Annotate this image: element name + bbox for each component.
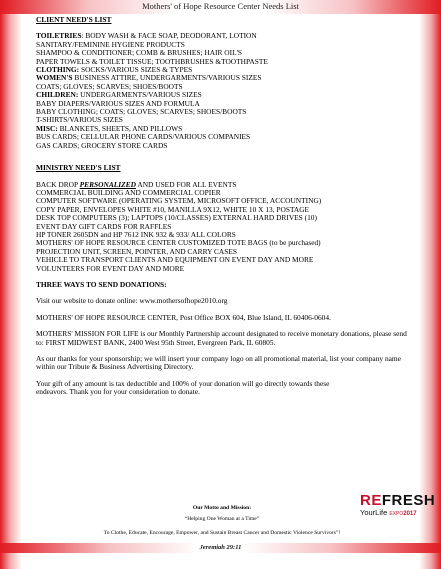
logo-year: 2017 [403, 511, 417, 517]
children-line: T-SHIRTS/VARIOUS SIZES [36, 115, 123, 125]
misc-label: MISC: [36, 123, 58, 133]
logo-re: RE [360, 492, 382, 509]
footer-bar [0, 543, 441, 553]
children-label: CHILDREN: [36, 90, 79, 100]
logo-fresh: FRESH [381, 492, 436, 509]
logo-expo: EXPO [389, 511, 404, 517]
ministry-item: VOLUNTEERS FOR EVENT DAY AND MORE [36, 263, 185, 273]
clothing-text: SOCKS/VARIOUS SIZES & TYPES [79, 65, 193, 75]
womens-line: COATS; GLOVES; SCARVES; SHOES/BOOTS [36, 81, 183, 91]
client-heading: CLIENT NEED'S LIST [36, 15, 112, 24]
ministry-item: COMMERCIAL BUILDING AND COMMERCIAL COPIER [36, 187, 221, 197]
motto-title: Our Motto and Mission: [192, 505, 252, 511]
toiletries-line: SANITARY/FEMININE HYGIENE PRODUCTS [36, 39, 185, 49]
clothing-label: CLOTHING: [36, 65, 80, 75]
womens-text: BUSINESS ATTIRE, UNDERGARMENTS/VARIOUS SIZES [72, 73, 262, 83]
donate-heading: THREE WAYS TO SEND DONATIONS: [36, 279, 167, 289]
ministry-item: MOTHERS' OF HOPE RESOURCE CENTER CUSTOMIZED TOTE BAGS (to be purchased) [36, 238, 321, 248]
toiletries-label: TOILETRIES [36, 31, 82, 41]
page-title: Mothers' of Hope Resource Center Needs List [142, 1, 299, 11]
ministry-item: DESK TOP COMPUTERS (3); LAPTOPS (10/CLASSES) EXTERNAL HARD DRIVES (10) [36, 213, 317, 223]
children-line: BABY CLOTHING; COATS; GLOVES; SCARVES; SHOES/BOOTS [36, 107, 247, 117]
ministry-item-text: AND USED FOR ALL EVENTS [135, 179, 237, 189]
ministry-item: COPY PAPER, ENVELOPES WHITE #10, MANILLA 9X12, WHITE 10 X 13, POSTAGE [36, 204, 310, 214]
sponsor-thanks: As our thanks for your sponsorship; we will insert your company logo on all promotional material, list your company name within our Tribute & Business Advertising Directory. [36, 354, 401, 372]
toiletries-line: SHAMPOO & CONDITIONER; COMB & BRUSHES; HAIR OIL'S [36, 48, 243, 58]
misc-text: BLANKETS, SHEETS, AND PILLOWS [57, 123, 183, 133]
logo-yourlife: YourLife [360, 508, 388, 517]
donate-mission: MOTHERS' MISSION FOR LIFE is our Monthly Partnership account designated to receive monetary donations, please send to: FIRST MIDWEST BANK, 2400 West 95th Street, Evergreen Park, IL 60805. [36, 329, 407, 347]
motto-mission: To Clothe, Educate, Encourage, Empower, and Sustain Breast Cancer and Domestic Violence Survivors”! [103, 530, 341, 536]
tax-note: Your gift of any amount is tax deductible and 100% of your donation will go directly towards these endeavors. Thank you for your consideration to donate. [36, 378, 330, 397]
womens-label: WOMEN'S [36, 73, 73, 83]
document-body [36, 16, 408, 397]
ministry-item-text: BACK DROP [36, 179, 80, 189]
ministry-item: PROJECTION UNIT, SCREEN, POINTER, AND CARRY CASES [36, 246, 238, 256]
ministry-item: VEHICLE TO TRANSPORT CLIENTS AND EQUIPMENT ON EVENT DAY AND MORE [36, 255, 314, 265]
footer-verse: Jeremiah 29:11 [199, 544, 242, 551]
ministry-item: EVENT DAY GIFT CARDS FOR RAFFLES [36, 221, 172, 231]
ministry-item: COMPUTER SOFTWARE (OPERATING SYSTEM, MICROSOFT OFFICE, ACCOUNTING) [36, 196, 322, 206]
children-line: BABY DIAPERS/VARIOUS SIZES AND FORMULA [36, 98, 200, 108]
ministry-item-emphasis: PERSONALIZED [79, 179, 136, 189]
misc-line: BUS CARDS; CELLULAR PHONE CARDS/VARIOUS COMPANIES [36, 132, 251, 142]
ministry-item: HP TONER 2605DN and HP 7612 INK 932 & 933/ ALL COLORS [36, 229, 236, 239]
donate-website: Visit our website to donate online: www.mothersofhope2010.org [36, 296, 228, 306]
ministry-heading: MINISTRY NEED'S LIST [36, 163, 121, 173]
motto-quote: “Helping One Woman at a Time” [184, 516, 260, 522]
toiletries-text: : BODY WASH & FACE SOAP, DEODORANT, LOTION [81, 31, 257, 41]
children-text: UNDERGARMENTS/VARIOUS SIZES [78, 90, 202, 100]
toiletries-line: PAPER TOWELS & TOILET TISSUE; TOOTHBRUSHES &TOOTHPASTE [36, 56, 268, 66]
misc-line: GAS CARDS; GROCERY STORE CARDS [36, 140, 168, 150]
donate-mail: MOTHERS' OF HOPE RESOURCE CENTER, Post Office BOX 604, Blue Island, IL 60406-0604. [36, 312, 331, 322]
